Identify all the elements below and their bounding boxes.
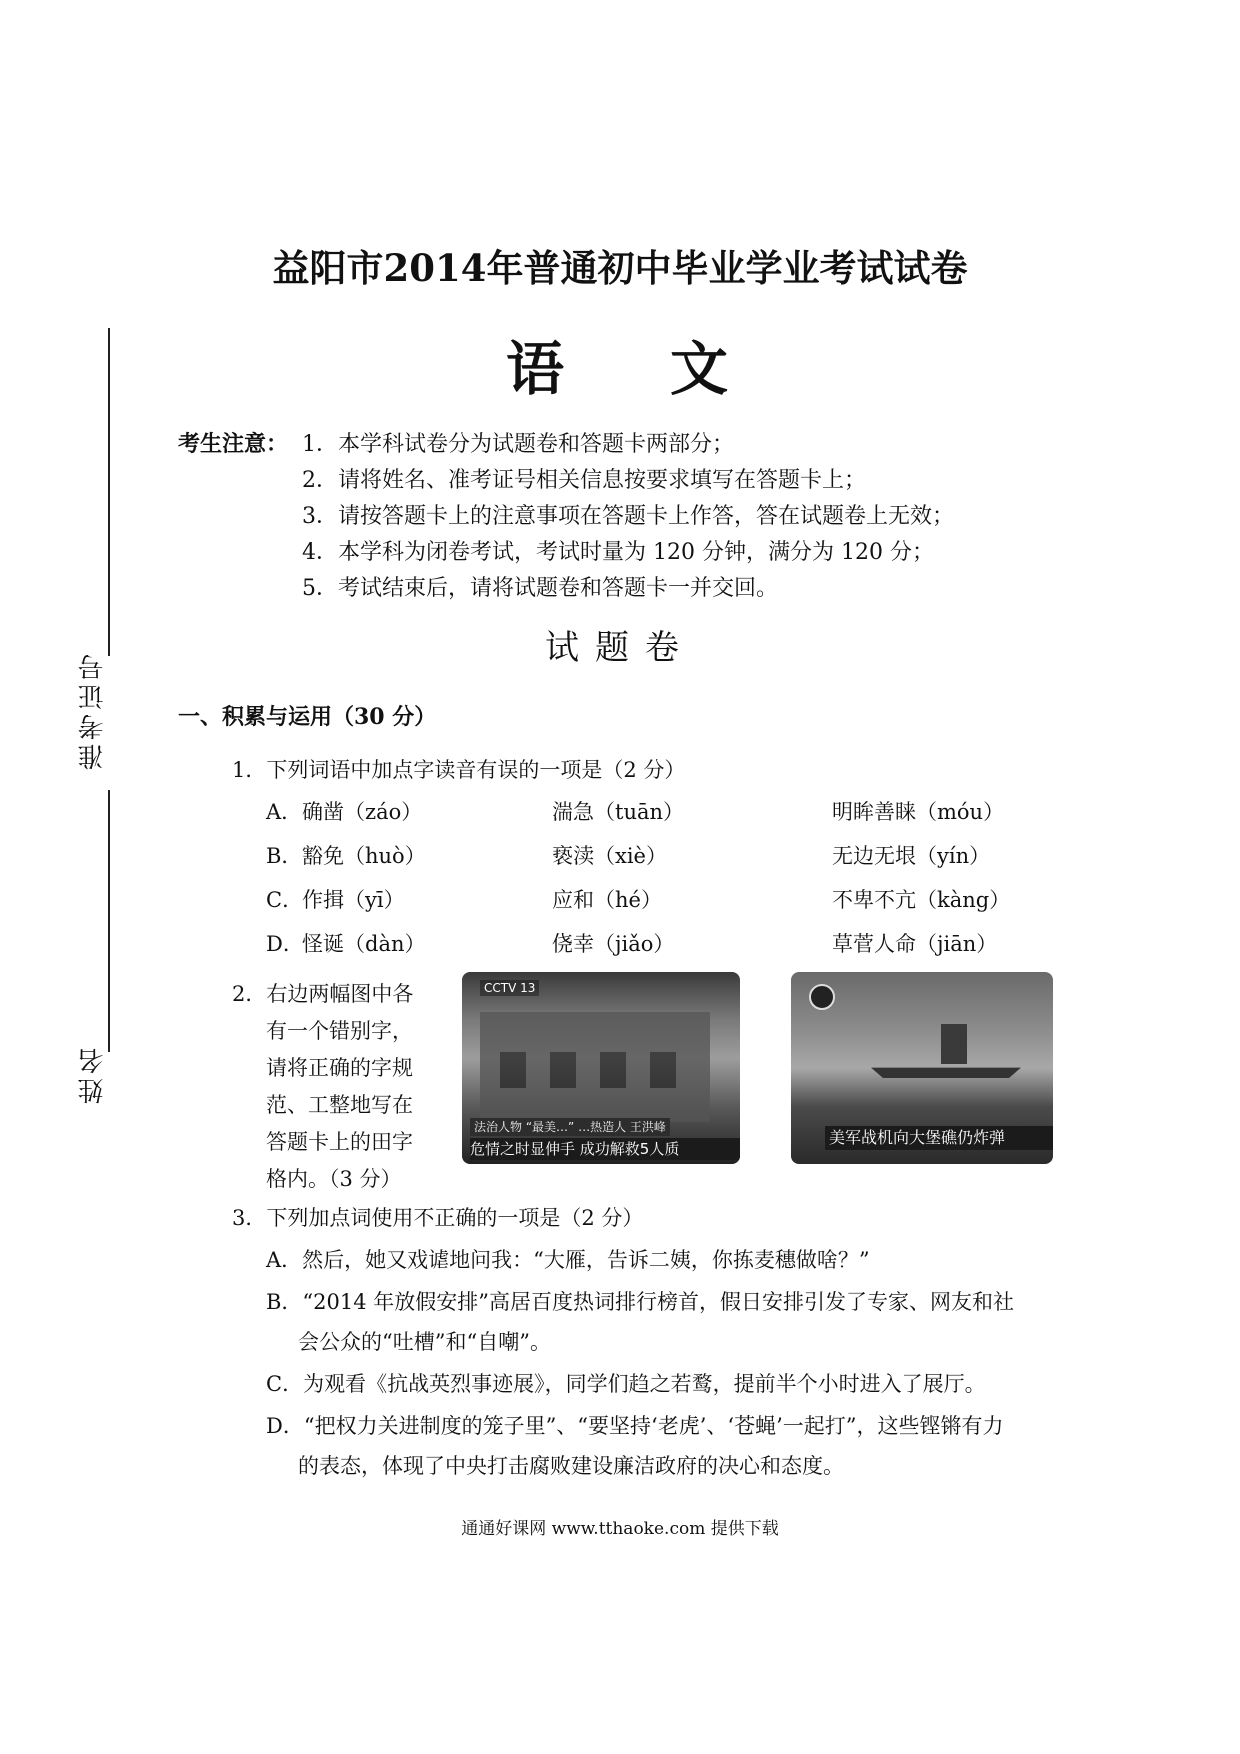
photo2-caption: 美军战机向大堡礁仍炸弹 (825, 1126, 1053, 1150)
photo1-caption: 危情之时显伸手 成功解救5人质 (470, 1138, 740, 1160)
q3-option-continued: 的表态，体现了中央打击腐败建设廉洁政府的决心和态度。 (298, 1454, 844, 1478)
subject-char-2: 文 (670, 335, 735, 403)
footer: 通通好课网 www.tthaoke.com 提供下载 (461, 1519, 779, 1539)
q3-option: B．“2014 年放假安排”高居百度热词排行榜首，假日安排引发了专家、网友和社 (266, 1290, 1015, 1314)
q1-option-item: 亵渎（xiè） (552, 844, 667, 868)
exam-number-label: 准考证号 (78, 650, 108, 770)
photo1-caption-top: 法治人物 “最美…” …热造人 王洪峰 (470, 1118, 670, 1136)
q1-option-item: 确凿（záo） (302, 800, 423, 824)
window-shape (500, 1052, 526, 1088)
exam-title: 益阳市2014年普通初中毕业学业考试试卷 (272, 246, 968, 290)
q2-line: 有一个错别字， (266, 1019, 413, 1043)
q1-option-item: 怪诞（dàn） (302, 932, 426, 956)
cctv-logo: CCTV 13 (480, 980, 539, 996)
q2-line: 2．右边两幅图中各 (232, 982, 414, 1006)
q3-option-continued: 会公众的“吐槽”和“自嘲”。 (298, 1330, 551, 1354)
notice-item: 1．本学科试卷分为试题卷和答题卡两部分； (302, 432, 734, 457)
window-shape (550, 1052, 576, 1088)
q2-line: 请将正确的字规 (266, 1056, 413, 1080)
exam-number-line (108, 328, 110, 656)
q1-stem: 1．下列词语中加点字读音有误的一项是（2 分） (232, 758, 686, 782)
part-heading: 一、积累与运用（30 分） (178, 704, 437, 730)
notice-item: 3．请按答题卡上的注意事项在答题卡上作答，答在试题卷上无效； (302, 504, 954, 529)
q2-text (232, 976, 436, 1198)
q1-option-item: 草菅人命（jiān） (832, 932, 998, 956)
subject-title (0, 322, 1240, 406)
q2-line: 格内。（3 分） (266, 1167, 402, 1191)
tv-screenshot-2 (791, 972, 1053, 1164)
q2-line: 范、工整地写在 (266, 1093, 413, 1117)
section-title: 试题卷 (545, 628, 695, 668)
tv-screenshot-1 (462, 972, 740, 1164)
notice-item: 5．考试结束后，请将试题卷和答题卡一并交回。 (302, 576, 778, 601)
channel-logo-icon (809, 984, 835, 1010)
q2-line: 答题卡上的田字 (266, 1130, 413, 1154)
q1-option-label: C． (266, 888, 304, 912)
q1-option-item: 湍急（tuān） (552, 800, 685, 824)
q1-option-item: 不卑不亢（kàng） (832, 888, 1011, 912)
name-label: 姓名 (78, 1044, 108, 1104)
building-shape (480, 1012, 710, 1122)
q1-option-item: 侥幸（jiǎo） (552, 932, 675, 956)
q3-stem: 3．下列加点词使用不正确的一项是（2 分） (232, 1206, 644, 1230)
notice-label: 考生注意： (178, 431, 289, 457)
notice-item: 4．本学科为闭卷考试，考试时量为 120 分钟，满分为 120 分； (302, 540, 934, 565)
q3-option: D．“把权力关进制度的笼子里”、“要坚持‘老虎’、‘苍蝇’一起打”，这些铿锵有力 (266, 1414, 1004, 1438)
subject-char-1: 语 (505, 335, 570, 403)
ship-tower-shape (941, 1024, 967, 1064)
q3-option: C．为观看《抗战英烈事迹展》，同学们趋之若鹜，提前半个小时进入了展厅。 (266, 1372, 986, 1396)
name-line (108, 790, 110, 1052)
notice-item: 2．请将姓名、准考证号相关信息按要求填写在答题卡上； (302, 468, 866, 493)
window-shape (600, 1052, 626, 1088)
q1-option-item: 作揖（yī） (302, 888, 405, 912)
q1-option-label: A． (266, 800, 303, 824)
q3-option: A．然后，她又戏谑地问我：“大雁，告诉二姨，你拣麦穗做啥？” (266, 1248, 870, 1272)
q1-option-item: 豁免（huò） (302, 844, 426, 868)
q1-option-item: 无边无垠（yín） (832, 844, 991, 868)
q1-option-item: 应和（hé） (552, 888, 662, 912)
window-shape (650, 1052, 676, 1088)
q1-option-label: D． (266, 932, 304, 956)
q1-option-label: B． (266, 844, 303, 868)
q1-option-item: 明眸善睐（móu） (832, 800, 1005, 824)
